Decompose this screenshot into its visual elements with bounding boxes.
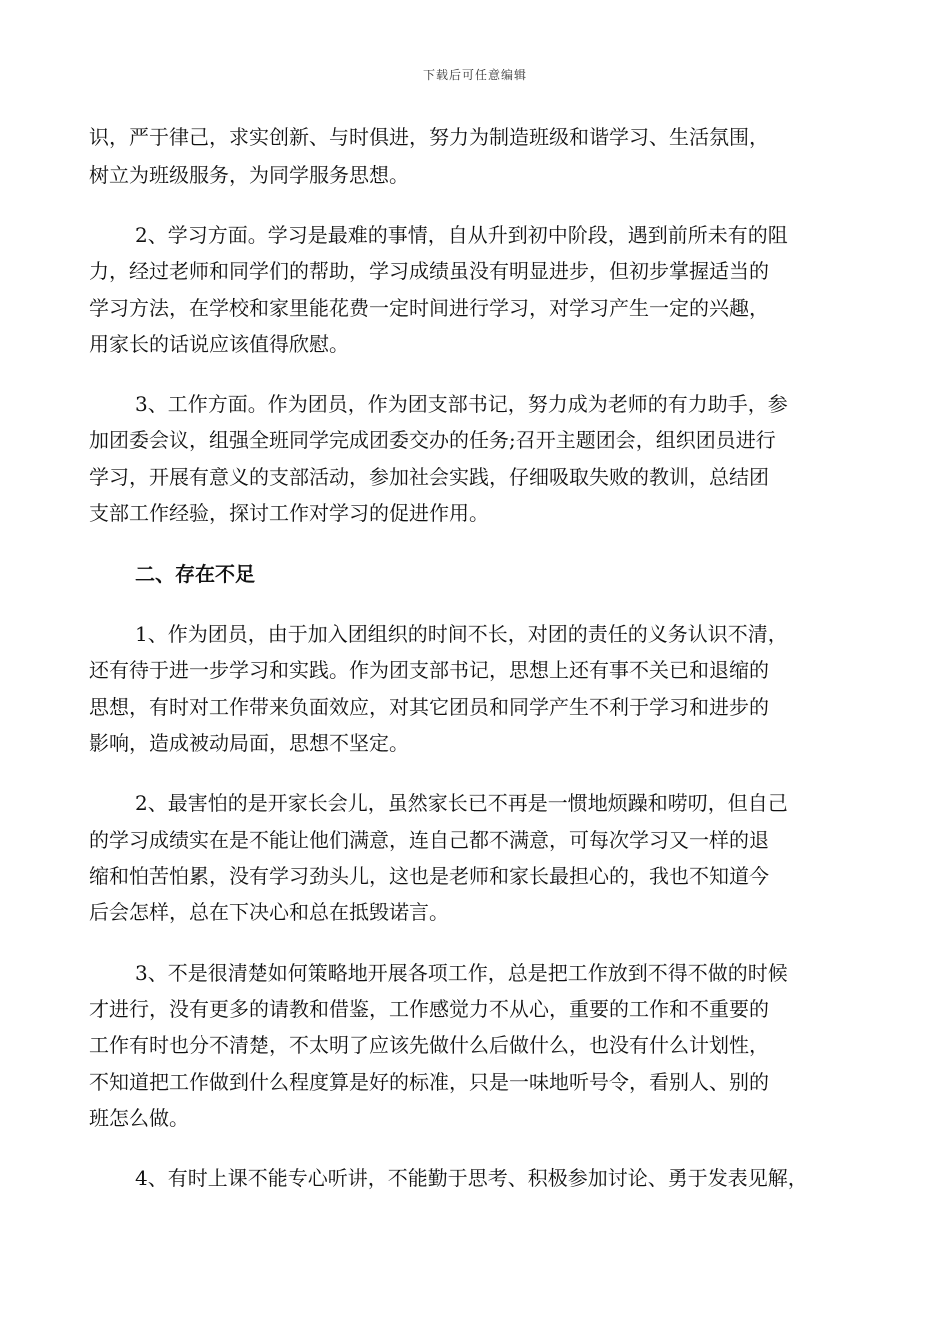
body-line: 2、学习方面。学习是最难的事情，自从升到初中阶段，遇到前所未有的阻 — [135, 223, 788, 247]
body-line: 3、工作方面。作为团员，作为团支部书记，努力成为老师的有力助手，参 — [135, 392, 788, 416]
body-line: 还有待于进一步学习和实践。作为团支部书记，思想上还有事不关已和退缩的 — [89, 658, 769, 682]
body-line: 工作有时也分不清楚，不太明了应该先做什么后做什么，也没有什么计划性， — [89, 1033, 769, 1057]
body-line: 3、不是很清楚如何策略地开展各项工作，总是把工作放到不得不做的时候 — [135, 961, 788, 985]
body-line: 不知道把工作做到什么程度算是好的标准，只是一味地听号令，看别人、别的 — [89, 1070, 769, 1094]
body-line: 用家长的话说应该值得欣慰。 — [89, 332, 349, 356]
body-line: 影响，造成被动局面，思想不坚定。 — [89, 731, 409, 755]
body-line: 力，经过老师和同学们的帮助，学习成绩虽没有明显进步，但初步掌握适当的 — [89, 259, 769, 283]
body-line: 4、有时上课不能专心听讲，不能勤于思考、积极参加讨论、勇于发表见解， — [135, 1166, 808, 1190]
body-line: 2、最害怕的是开家长会儿，虽然家长已不再是一惯地烦躁和唠叨，但自己 — [135, 791, 788, 815]
body-line: 思想，有时对工作带来负面效应，对其它团员和同学产生不利于学习和进步的 — [89, 695, 769, 719]
body-line: 班怎么做。 — [89, 1106, 189, 1130]
body-line: 学习方法，在学校和家里能花费一定时间进行学习，对学习产生一定的兴趣， — [89, 296, 769, 320]
body-line: 才进行，没有更多的请教和借鉴，工作感觉力不从心，重要的工作和不重要的 — [89, 997, 769, 1021]
section-heading: 二、存在不足 — [135, 562, 255, 586]
page-header: 下载后可任意编辑 — [422, 68, 527, 82]
body-line: 的学习成绩实在是不能让他们满意，连自己都不满意，可每次学习又一样的退 — [89, 828, 769, 852]
body-line: 1、作为团员，由于加入团组织的时间不长，对团的责任的义务认识不清， — [135, 622, 788, 646]
body-line: 缩和怕苦怕累，没有学习劲头儿，这也是老师和家长最担心的，我也不知道今 — [89, 864, 769, 888]
body-line: 识，严于律己，求实创新、与时俱进，努力为制造班级和谐学习、生活氛围， — [89, 125, 769, 149]
body-line: 支部工作经验，探讨工作对学习的促进作用。 — [89, 501, 489, 525]
body-line: 学习，开展有意义的支部活动，参加社会实践，仔细吸取失败的教训，总结团 — [89, 465, 769, 489]
body-line: 后会怎样，总在下决心和总在抵毁诺言。 — [89, 900, 449, 924]
body-line: 树立为班级服务，为同学服务思想。 — [89, 163, 409, 187]
body-line: 加团委会议，组强全班同学完成团委交办的任务;召开主题团会，组织团员进行 — [89, 428, 776, 452]
